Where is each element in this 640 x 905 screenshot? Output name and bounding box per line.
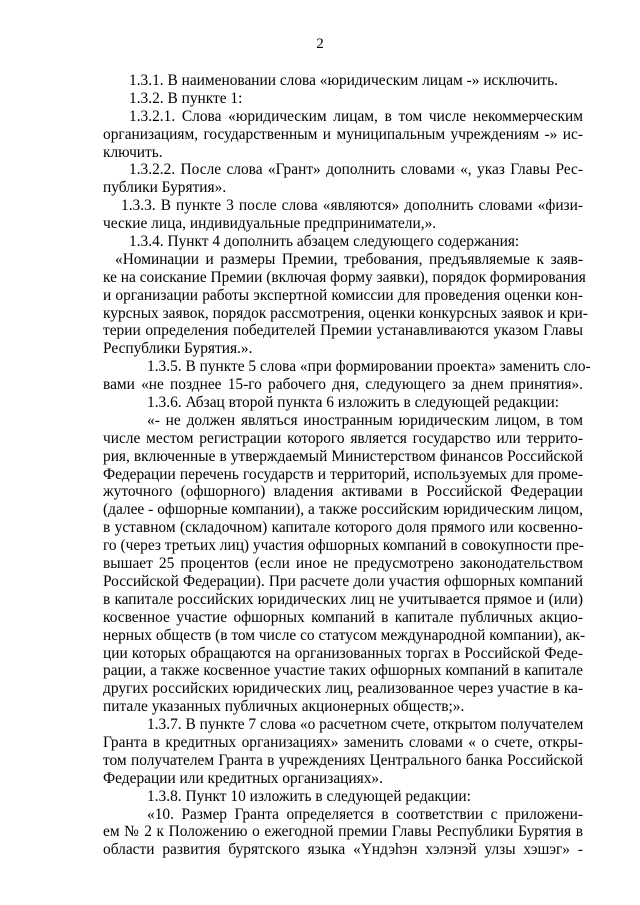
text-line: Республики Бурятия.».	[103, 340, 253, 358]
text-line: области развития бурятского языка «Yндэhэн хэлэнэй улзы хэшэг» -	[103, 841, 583, 859]
text-line: ции которых обращаются на организованных торгах в Российской Феде-	[103, 644, 583, 662]
text-line: нерных обществ (в том числе со статусом международной компании), ак-	[103, 626, 586, 644]
text-line: Федерации перечень государств и территорий, используемых для проме-	[103, 465, 583, 483]
text-line: «Номинации и размеры Премии, требования, предъявляемые к заяв-	[115, 250, 583, 268]
text-line: курсных заявок, порядок рассмотрения, оценки конкурсных заявок и кри-	[103, 304, 588, 322]
text-line: 1.3.6. Абзац второй пункта 6 изложить в следующей редакции:	[147, 394, 560, 412]
text-line: вами «не позднее 15-го рабочего дня, следующего за днем принятия».	[103, 376, 583, 394]
text-line: 1.3.2.1. Слова «юридическим лицам, в том числе некоммерческим	[129, 107, 583, 125]
text-line: ем № 2 к Положению о ежегодной премии Главы Республики Бурятия в	[103, 823, 583, 841]
text-line: (далее - офшорные компании), а также российским юридическим лицом,	[103, 501, 583, 519]
text-line: 1.3.3. В пункте 3 после слова «являются» дополнить словами «физи-	[121, 197, 583, 215]
text-line: 1.3.7. В пункте 7 слова «о расчетном счете, открытом получателем	[147, 716, 584, 734]
text-line: го (через третьих лиц) участия офшорных компаний в совокупности пре-	[103, 537, 584, 555]
text-line: 1.3.5. В пункте 5 слова «при формировании проекта» заменить сло-	[147, 358, 591, 376]
text-line: 1.3.2.2. После слова «Грант» дополнить словами «, указ Главы Рес-	[129, 161, 583, 179]
text-line: 1.3.4. Пункт 4 дополнить абзацем следующего содержания:	[129, 233, 520, 251]
text-line: вышает 25 процентов (если иное не предусмотрено законодательством	[103, 555, 583, 573]
text-line: других российских юридических лиц, реализованное через участие в ка-	[103, 680, 583, 698]
text-line: рации, а также косвенное участие таких офшорных компаний в капитале	[103, 662, 583, 680]
text-line: Гранта в кредитных организациях» заменить словами « о счете, откры-	[103, 733, 583, 751]
text-line: публики Бурятия».	[103, 179, 227, 197]
text-line: 1.3.1. В наименовании слова «юридическим лицам -» исключить.	[129, 72, 559, 89]
text-line: 1.3.2. В пункте 1:	[129, 89, 243, 107]
text-line: том получателем Гранта в учреждениях Центрального банка Российской	[103, 751, 583, 769]
text-line: «- не должен являться иностранным юридическим лицом, в том	[147, 411, 583, 429]
text-line: рия, включенные в утверждаемый Министерством финансов Российской	[103, 447, 583, 465]
document-body	[103, 72, 591, 859]
text-line: «10. Размер Гранта определяется в соответствии с приложени-	[147, 805, 583, 823]
text-line: косвенное участие офшорных компаний в капитале публичных акцио-	[103, 608, 583, 626]
text-line: числе местом регистрации которого является государство или террито-	[103, 429, 583, 447]
text-line: ке на соискание Премии (включая форму заявки), порядок формирования	[103, 268, 586, 286]
text-line: и организации работы экспертной комиссии для проведения оценки кон-	[103, 286, 583, 304]
text-line: Российской Федерации). При расчете доли участия офшорных компаний	[103, 572, 583, 590]
text-line: ческие лица, индивидуальные предприниматели,».	[103, 215, 437, 233]
text-line: организациям, государственным и муниципальным учреждениям -» ис-	[103, 125, 583, 143]
text-line: в уставном (складочном) капитале которого доля прямого или косвенно-	[103, 519, 583, 537]
text-line: в капитале российских юридических лиц не учитывается прямое и (или)	[103, 590, 583, 608]
text-line: 1.3.8. Пункт 10 изложить в следующей редакции:	[147, 787, 471, 805]
text-line: жуточного (офшорного) владения активами в Российской Федерации	[103, 483, 583, 501]
page-number: 2	[316, 36, 324, 52]
text-line: Федерации или кредитных организациях».	[103, 769, 383, 787]
text-line: питале указанных публичных акционерных обществ;».	[103, 698, 465, 716]
text-line: терии определения победителей Премии устанавливаются указом Главы	[103, 322, 583, 340]
text-line: ключить.	[103, 143, 163, 161]
